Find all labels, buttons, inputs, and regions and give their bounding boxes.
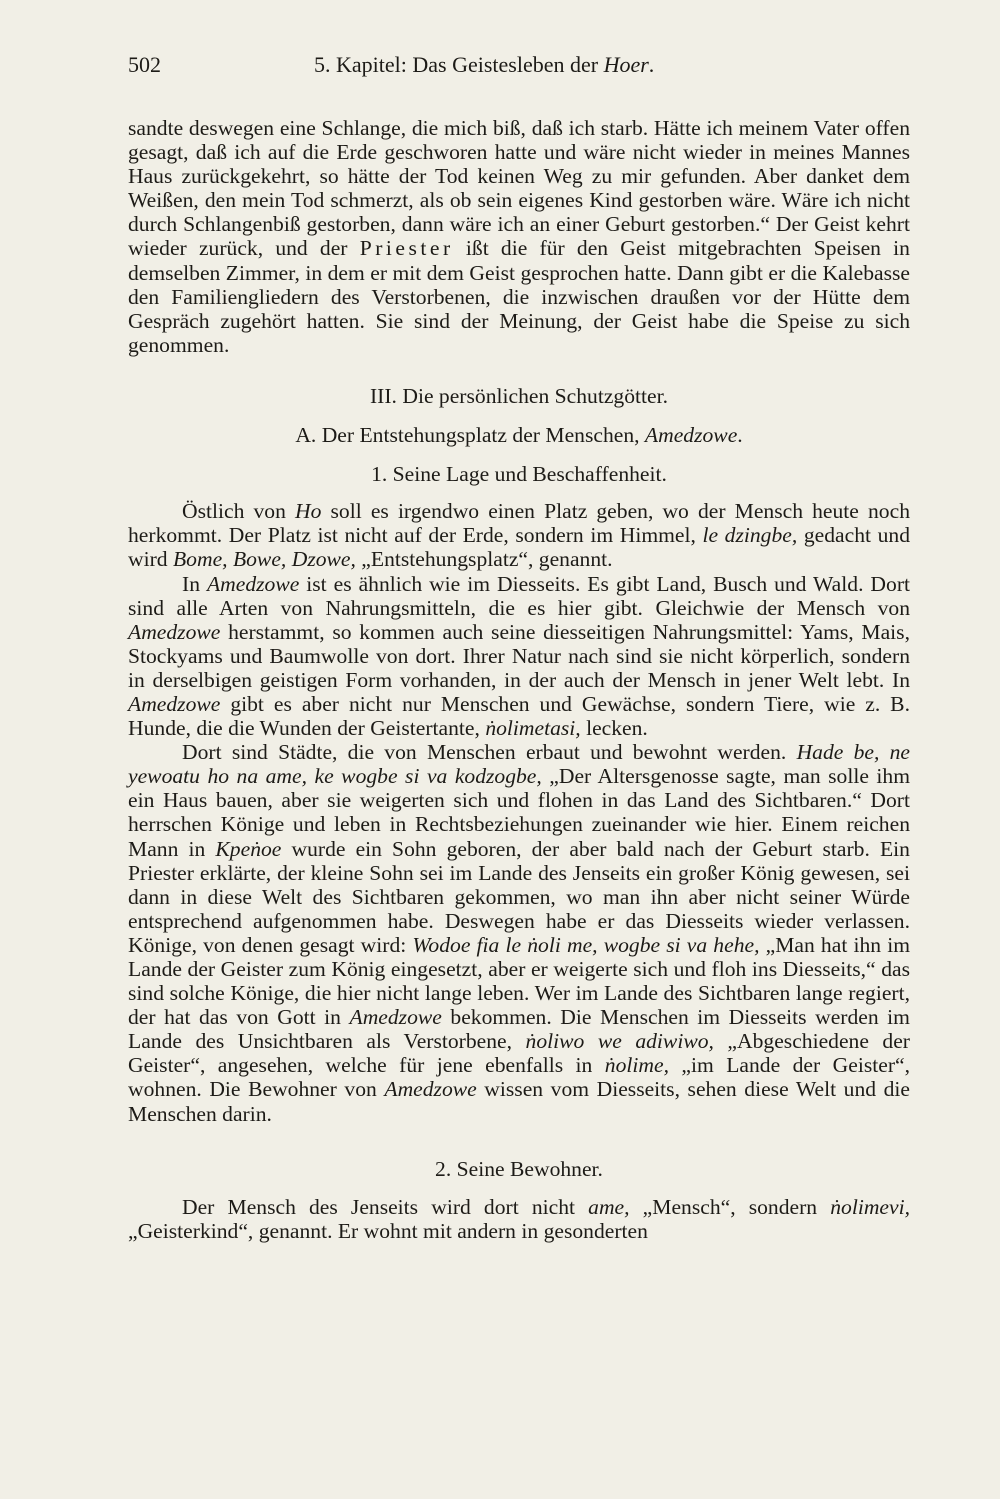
p4-text-e: bekommen. Die Menschen im Diesseits werden im Lande des Unsichtbaren als Verstorbene, [128, 1005, 910, 1054]
p1-text-b: ißt die für den Geist mitgebrachten Speisen in demselben Zimmer, in dem er mit dem Geist gesprochen hatte. Dann gibt er die Kalebasse den Familiengliedern des Verstorbenen, die inzwischen draußen vor der Hütte dem Gespräch zugehört hatten. Sie sind der Meinung, der Geist habe die Speise zu sich genommen. [128, 236, 910, 357]
p3-text-b: ist es ähnlich wie im Diesseits. Es gibt Land, Busch und Wald. Dort sind alle Arten von Nahrungsmitteln, die es hier gibt. Gleichwie der Mensch von [128, 571, 911, 620]
p2-text-b: soll es irgendwo einen Platz geben, wo der Mensch heute noch herkommt. Der Platz ist nicht auf der Erde, sondern im Himmel, [128, 499, 910, 548]
p2-text-d: „Entstehungsplatz“, genannt. [355, 547, 613, 572]
p4-text-f: „Abgeschiedene der Geister“, angesehen, welche für jene ebenfalls in [128, 1029, 910, 1078]
p2-term-ho: Ho [295, 499, 322, 524]
section-heading-1: 1. Seine Lage und Beschaffenheit. [371, 462, 667, 487]
running-title-text: 5. Kapitel: Das Geistesleben der [314, 52, 604, 77]
p3-term-4: ṅolimetasi, [485, 716, 581, 741]
p5-term-2: ṅolimevi, [830, 1194, 910, 1219]
p4-text-c: wurde ein Sohn geboren, der aber bald nach der Geburt starb. Ein Priester erklärte, der kleine Sohn sei im Lande des Jenseits ein großer König gewesen, sei dann in diese Welt des Sichtbaren gekommen, wo man ihn aber nicht seiner Würde entsprechend aufgenommen habe. Deswegen habe er das Diesseits wieder verlassen. Könige, von denen gesagt wird: [128, 836, 910, 957]
p1-priester: Priester [359, 236, 454, 261]
p4-text-g: „im Lande der Geister“, wohnen. Die Bewohner von [128, 1053, 910, 1102]
p3-text-c: herstammt, so kommen auch seine diesseitigen Nahrungsmittel: Yams, Mais, Stockyams und Baumwolle von dort. Ihrer Natur nach sind sie nicht körperlich, sondern in derselbigen geistigen Form vorhanden, in der auch der Mensch in jener Welt lebt. In [128, 619, 910, 692]
paragraph-2 [128, 499, 910, 571]
p4-term-4: Amedzowe [349, 1005, 442, 1030]
page-number: 502 [128, 52, 161, 77]
p4-term-1: Hade be, ne yewoatu ho na ame, ke wogbe si va kodzogbe, [128, 740, 911, 789]
p4-text-h: wissen vom Diesseits, sehen diese Welt und die Menschen darin. [128, 1077, 910, 1126]
paragraph-3 [128, 572, 910, 741]
p4-term-2: Kpeṅoe [215, 836, 282, 861]
p5-text-a: Der Mensch des Jenseits wird dort nicht [182, 1194, 589, 1219]
p5-text-c: „Geisterkind“, genannt. Er wohnt mit andern in gesonderten [128, 1218, 648, 1243]
p2-text-c: gedacht und wird [128, 523, 910, 572]
p2-text-a: Östlich von [182, 499, 295, 524]
page-body [128, 116, 910, 1243]
heading-a-end: . [737, 423, 743, 448]
p3-term-2: Amedzowe [128, 619, 221, 644]
p4-term-7: Amedzowe [384, 1077, 477, 1102]
p3-term-1: Amedzowe [206, 571, 300, 596]
paragraph-1 [128, 116, 910, 357]
p3-term-3: Amedzowe [128, 691, 221, 716]
p4-term-5: ṅoliwo we adiwiwo, [525, 1029, 714, 1054]
paragraph-5 [128, 1195, 910, 1243]
p1-text-a: sandte deswegen eine Schlange, die mich biß, daß ich starb. Hätte ich meinem Vater offen gesagt, daß ich auf die Erde geschworen hatte und wäre nicht wieder in meines Mannes Haus zurückgekehrt, so hätte der Tod keinen Weg zu mir gefunden. Aber danket dem Weißen, den mein Tod schmerzt, als ob sein eigenes Kind gestorben wäre. Wäre ich nicht durch Schlangenbiß gestorben, dann wäre ich an einer Geburt gestorben.“ Der Geist kehrt wieder zurück, und der [128, 116, 910, 261]
p3-text-e: lecken. [580, 716, 648, 741]
p4-term-6: ṅolime, [604, 1053, 669, 1078]
p2-term-1: le dzingbe, [702, 523, 798, 548]
p4-text-a: Dort sind Städte, die von Menschen erbaut und bewohnt werden. [182, 740, 797, 765]
p5-text-b: „Mensch“, sondern [629, 1194, 831, 1219]
p3-text-d: gibt es aber nicht nur Menschen und Gewächse, sondern Tiere, wie z. B. Hunde, die die Wunden der Geistertante, [128, 691, 910, 741]
p4-text-b: „Der Altersgenosse sagte, man solle ihm ein Haus bauen, aber sie weigerten sich und flohen in das Land des Sichtbaren.“ Dort herrschen Könige und leben in Rechtsbeziehungen zueinander wie hier. Einem reichen Mann in [128, 764, 910, 861]
running-title-italic: Hoer [603, 52, 649, 77]
running-title [314, 52, 654, 78]
p4-text-d: „Man hat ihn im Lande der Geister zum König eingesetzt, aber er weigerte sich und floh ins Diesseits,“ das sind solche Könige, die hier nicht lange leben. Wer im Lande des Sichtbaren lange regiert, der hat das von Gott in [128, 932, 911, 1030]
section-heading-2: 2. Seine Bewohner. [435, 1156, 603, 1181]
p3-text-a: In [182, 571, 207, 596]
heading-a-term: Amedzowe [644, 423, 738, 448]
p5-term-1: ame, [588, 1194, 630, 1219]
p4-term-3: Wodoe fia le ṅoli me, wogbe si va hehe, [412, 932, 760, 957]
running-title-end: . [648, 52, 655, 77]
page-header [128, 52, 910, 82]
section-heading-a [128, 423, 910, 447]
heading-a-text: A. Der Entstehungsplatz der Menschen, [295, 423, 645, 448]
paragraph-4 [128, 740, 910, 1126]
section-heading-iii: III. Die persönlichen Schutzgötter. [369, 383, 669, 408]
p2-term-2: Bome, Bowe, Dzowe, [172, 547, 356, 572]
